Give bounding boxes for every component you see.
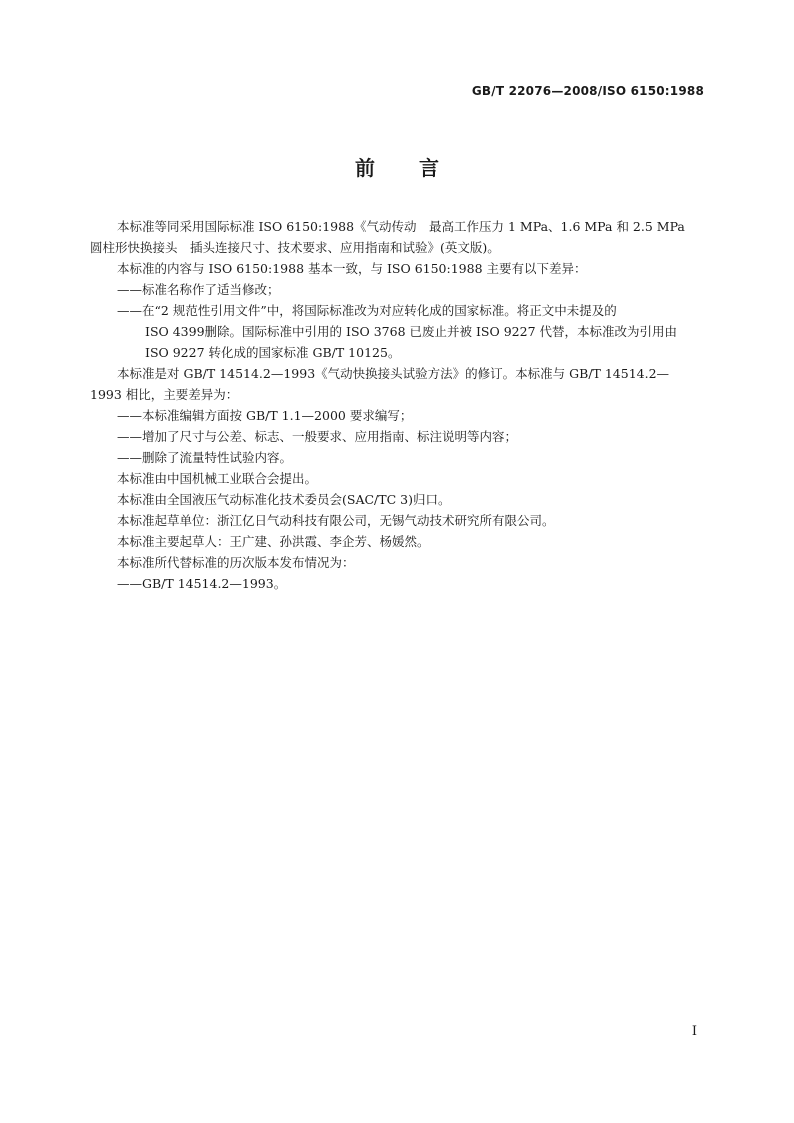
document-body [90, 216, 708, 594]
dash-item-references-line3: ISO 9227 转化成的国家标准 GB/T 10125。 [145, 345, 401, 360]
standard-code-header: GB/T 22076—2008/ISO 6150:1988 [471, 84, 704, 98]
dash-item-references-line1: ——在“2 规范性引用文件”中，将国际标准改为对应转化成的国家标准。将正文中未提及的 [117, 303, 617, 318]
paragraph-revision-line1: 本标准是对 GB/T 14514.2—1993《气动快换接头试验方法》的修订。本标准与 GB/T 14514.2— [117, 366, 670, 381]
page-number: I [691, 1024, 697, 1039]
paragraph-previous-editions: 本标准所代替标准的历次版本发布情况为： [117, 555, 355, 570]
title-char-2: 言 [419, 156, 439, 180]
paragraph-revision-line2: 1993 相比，主要差异为： [90, 387, 239, 402]
paragraph-proposed-by: 本标准由中国机械工业联合会提出。 [117, 471, 318, 486]
paragraph-centralized-by: 本标准由全国液压气动标准化技术委员会(SAC/TC 3)归口。 [117, 492, 451, 507]
dash-item-editorial: ——本标准编辑方面按 GB/T 1.1—2000 要求编写； [117, 408, 413, 423]
paragraph-drafting-units: 本标准起草单位：浙江亿日气动科技有限公司，无锡气动技术研究所有限公司。 [117, 513, 555, 528]
paragraph-drafters: 本标准主要起草人：王广建、孙洪霞、李企芳、杨媛然。 [117, 534, 430, 549]
dash-item-removed-test: ——删除了流量特性试验内容。 [117, 450, 293, 465]
dash-item-name-change: ——标准名称作了适当修改； [117, 282, 280, 297]
page-title [0, 152, 794, 181]
paragraph-adoption-line2: 圆柱形快换接头 插头连接尺寸、技术要求、应用指南和试验》(英文版)。 [90, 240, 500, 255]
paragraph-adoption-line1: 本标准等同采用国际标准 ISO 6150:1988《气动传动 最高工作压力 1 MPa、1.6 MPa 和 2.5 MPa [117, 219, 685, 234]
dash-item-added-content: ——增加了尺寸与公差、标志、一般要求、应用指南、标注说明等内容； [117, 429, 518, 444]
dash-item-references-line2: ISO 4399删除。国际标准中引用的 ISO 3768 已废止并被 ISO 9227 代替，本标准改为引用由 [145, 324, 677, 339]
title-char-1: 前 [355, 156, 375, 180]
paragraph-differences: 本标准的内容与 ISO 6150:1988 基本一致，与 ISO 6150:1988 主要有以下差异： [117, 261, 587, 276]
dash-item-previous-edition: ——GB/T 14514.2—1993。 [117, 576, 287, 591]
